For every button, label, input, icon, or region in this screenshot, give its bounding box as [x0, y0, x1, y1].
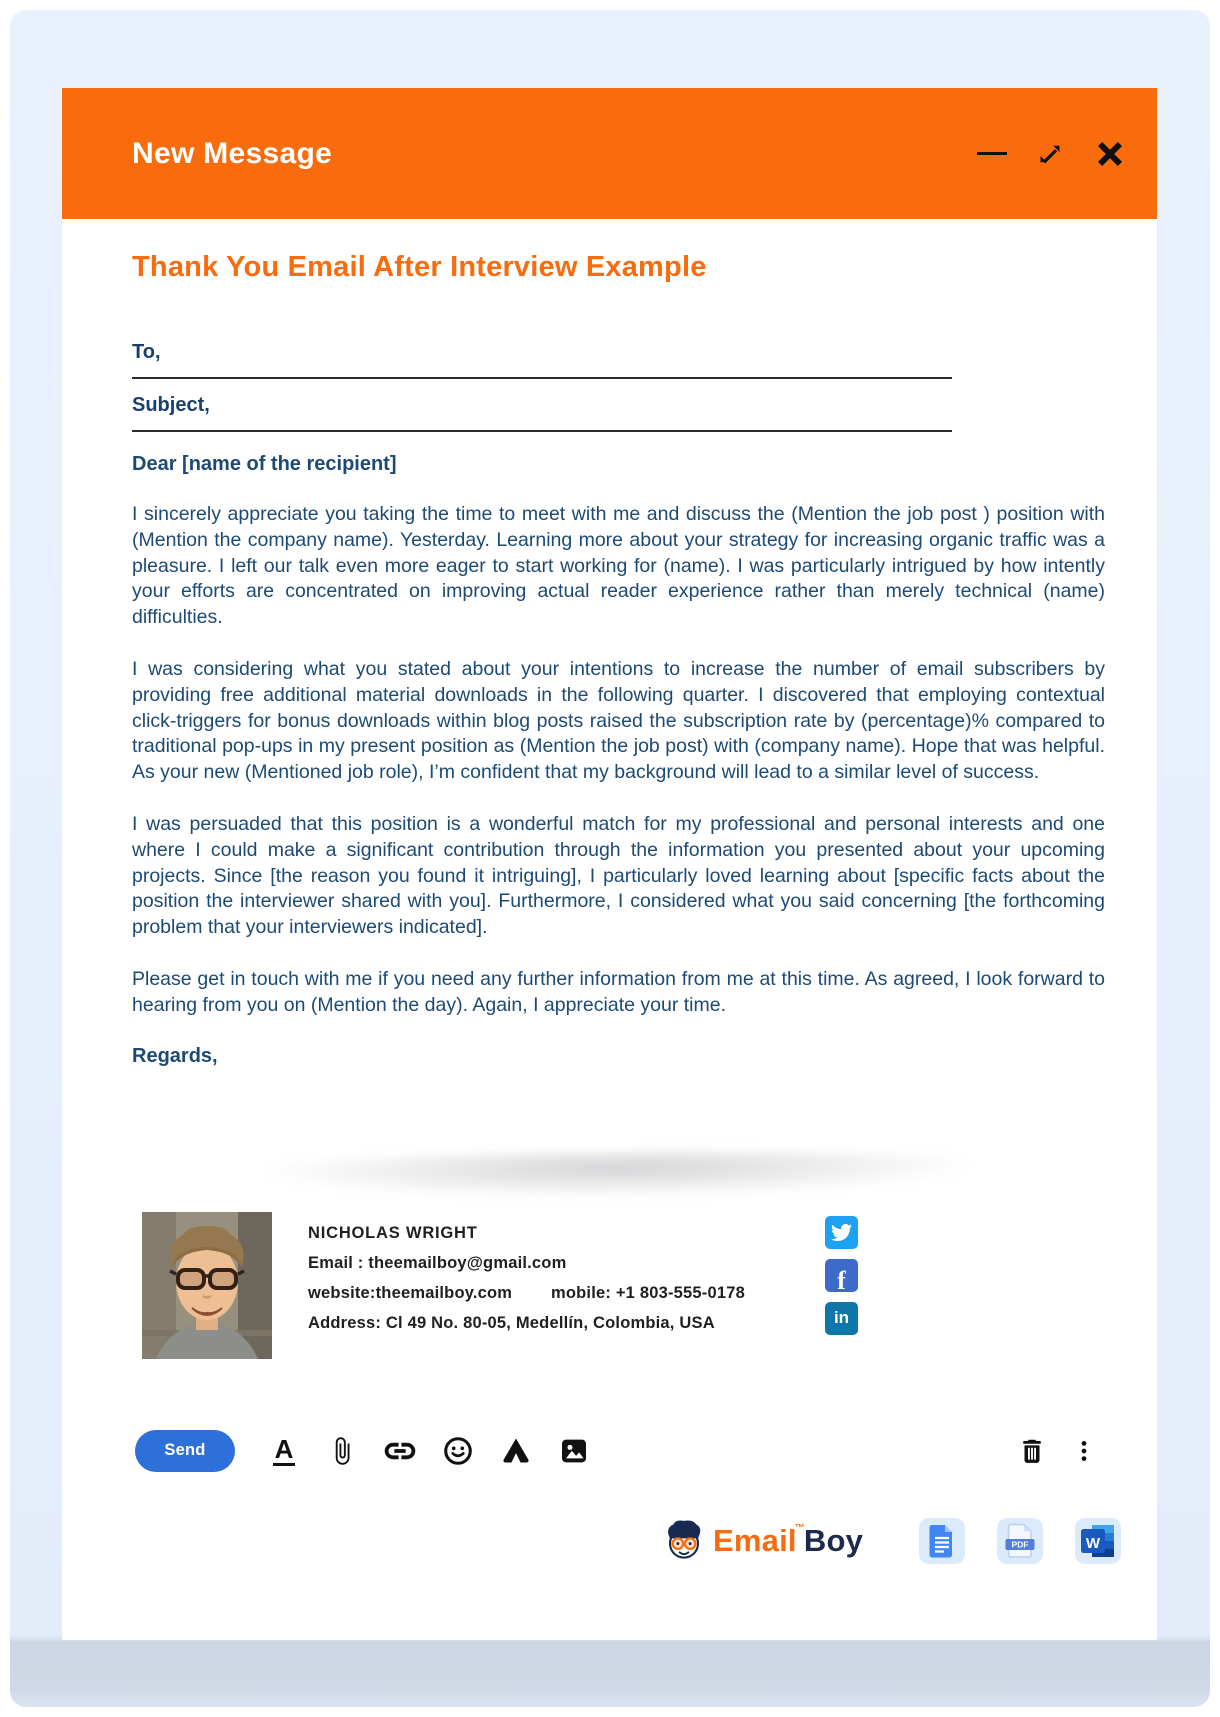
text-format-icon: A: [274, 1433, 294, 1464]
close-icon: [1093, 137, 1127, 171]
text-format-button[interactable]: [267, 1432, 301, 1470]
emailboy-brand: [663, 1519, 863, 1563]
social-links: [825, 1212, 858, 1359]
signature-website: website:theemailboy.com: [308, 1283, 513, 1302]
subject-label: Subject,: [132, 394, 210, 416]
portrait-image: [142, 1212, 272, 1359]
google-docs-icon: [928, 1523, 956, 1559]
svg-text:PDF: PDF: [1011, 1539, 1029, 1550]
body-paragraph-3: I was persuaded that this position is a wonderful match for my professional and personal interests and one where I could make a significant contribution through the information you presented about your upcoming projects. Since [the reason you found it intriguing], I particularly loved learning about [specific facts about the position the interviewer shared with you]. Furthermore, I considered what you said concerning [the forthcoming problem that your interviewers indicated].: [132, 812, 1105, 939]
subject-field[interactable]: [132, 394, 952, 432]
compose-titlebar: [62, 88, 1157, 219]
pdf-download-button[interactable]: [997, 1518, 1043, 1564]
brand-suffix: Boy: [803, 1522, 864, 1558]
linkedin-button[interactable]: [825, 1302, 858, 1335]
insert-link-button[interactable]: [383, 1432, 417, 1470]
trash-icon: [1017, 1436, 1047, 1466]
twitter-button[interactable]: [825, 1216, 858, 1249]
insert-image-button[interactable]: [557, 1432, 591, 1470]
closing: Regards,: [132, 1044, 218, 1067]
body-paragraph-4: Please get in touch with me if you need any further information from me at this time. As agreed, I look forward to hearing from you on (Mention the day). Again, I appreciate your time.: [132, 967, 1105, 1016]
format-tools: [267, 1432, 591, 1470]
attach-file-button[interactable]: [325, 1432, 359, 1470]
send-button[interactable]: Send: [135, 1430, 235, 1472]
insert-image-icon: [558, 1435, 590, 1467]
minimize-icon: [977, 152, 1007, 155]
compose-body: [62, 249, 1157, 1564]
emailboy-logo: [663, 1519, 705, 1563]
pdf-file-icon: [1004, 1523, 1036, 1559]
export-buttons: [919, 1518, 1121, 1564]
signature-contact: [308, 1278, 745, 1308]
brand-prefix: Email: [713, 1522, 797, 1558]
compose-window: [62, 88, 1157, 1640]
footer: [132, 1518, 1105, 1564]
svg-text:W: W: [1086, 1534, 1101, 1552]
facebook-button[interactable]: [825, 1259, 858, 1292]
google-docs-button[interactable]: [919, 1518, 965, 1564]
twitter-icon: [831, 1222, 852, 1243]
signature-email: Email : theemailboy@gmail.com: [308, 1253, 567, 1272]
signature-shadow: [138, 1147, 1099, 1203]
word-download-button[interactable]: [1075, 1518, 1121, 1564]
more-options-button[interactable]: [1067, 1432, 1101, 1470]
compose-toolbar: [132, 1430, 1105, 1472]
attachment-icon: [327, 1436, 357, 1466]
window-title: New Message: [132, 136, 333, 170]
linkedin-icon: in: [833, 1308, 850, 1328]
toolbar-right: [1015, 1432, 1101, 1470]
body-paragraph-1: I sincerely appreciate you taking the time to meet with me and discuss the (Mention the job post ) position with (Mention the company name). Yesterday. Learning more about your strategy for increasing organic traffic was a pleasure. I left our talk even more eager to start working for (name). I was particularly intrigued by how intently your efforts are concentrated on improving actual reader experience rather than merely technical (name) difficulties.: [132, 503, 1105, 629]
page-title: Thank You Email After Interview Example: [132, 251, 707, 283]
to-field[interactable]: [132, 341, 952, 379]
close-button[interactable]: [1093, 137, 1127, 171]
more-options-icon: [1071, 1436, 1097, 1466]
insert-link-icon: [383, 1433, 417, 1469]
brand-wordmark: [713, 1523, 863, 1559]
discard-draft-button[interactable]: [1015, 1432, 1049, 1470]
insert-emoji-button[interactable]: [441, 1432, 475, 1470]
facebook-icon: f: [837, 1265, 846, 1292]
signature-photo: [142, 1212, 272, 1359]
drive-icon: [500, 1435, 532, 1467]
to-label: To,: [132, 341, 161, 363]
signature-details: [308, 1212, 745, 1359]
expand-icon: [1035, 139, 1065, 169]
signature-address: Address: Cl 49 No. 80-05, Medellín, Colombia, USA: [308, 1313, 715, 1332]
word-file-icon: [1081, 1524, 1115, 1558]
body-paragraph-2: I was considering what you stated about your intentions to increase the number of email subscribers by providing free additional material downloads in the following quarter. I discovered that employing contextual click-triggers for bonus downloads within blog posts raised the subscription rate by (percentage)% compared to traditional pop-ups in my present position as (Mention the job post) with (company name). Hope that was helpful. As your new (Mentioned job role), I’m confident that my background will lead to a similar level of success.: [132, 657, 1105, 784]
brand-tm: ™: [794, 1522, 805, 1534]
signature-block: [132, 1212, 1105, 1359]
window-controls: [977, 137, 1127, 171]
emoji-icon: [442, 1435, 474, 1467]
signature-mobile: mobile: +1 803-555-0178: [550, 1283, 745, 1302]
minimize-button[interactable]: [977, 137, 1007, 171]
salutation: Dear [name of the recipient]: [132, 453, 397, 475]
insert-from-drive-button[interactable]: [499, 1432, 533, 1470]
expand-button[interactable]: [1035, 137, 1065, 171]
signature-name: NICHOLAS WRIGHT: [308, 1223, 478, 1242]
